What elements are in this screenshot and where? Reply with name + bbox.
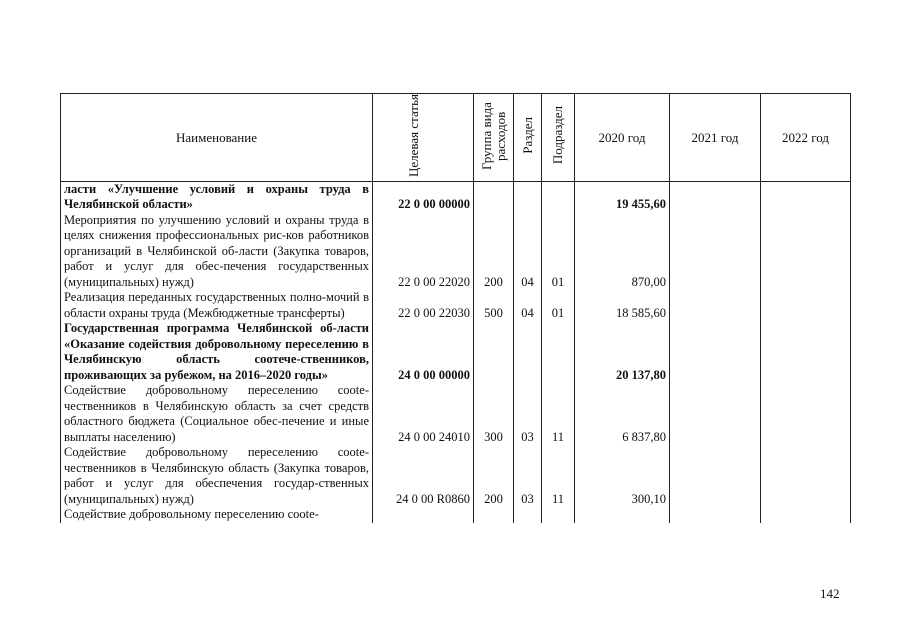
- row-name: Государственная программа Челябинской об-ласти «Оказание содействия добровольному переселению в Челябинскую область соотече-ственников, проживающих за рубежом, на 2016–2020 годы»: [61, 321, 373, 383]
- table-row: [61, 181, 851, 213]
- page-number: 142: [820, 586, 840, 601]
- budget-table: [60, 93, 851, 523]
- row-expense-group: 300: [474, 383, 514, 445]
- row-expense-group: [474, 321, 514, 383]
- row-amount-2021: [670, 213, 761, 291]
- table-row: [61, 290, 851, 321]
- header-section-label: Раздел: [519, 117, 535, 154]
- row-section: [514, 181, 542, 213]
- row-expense-group: 200: [474, 213, 514, 291]
- row-subsection: 11: [542, 383, 575, 445]
- header-expense-group: [474, 94, 514, 182]
- row-section: 04: [514, 290, 542, 321]
- row-amount-2020: 18 585,60: [575, 290, 670, 321]
- row-subsection: [542, 181, 575, 213]
- table-row: [61, 383, 851, 445]
- row-amount-2022: [761, 213, 851, 291]
- row-section: 03: [514, 383, 542, 445]
- table-row: [61, 321, 851, 383]
- row-subsection: 01: [542, 213, 575, 291]
- row-subsection: [542, 321, 575, 383]
- row-expense-group: 200: [474, 445, 514, 507]
- table-body: [61, 181, 851, 523]
- row-section: [514, 321, 542, 383]
- row-name: Реализация переданных государственных полно-мочий в области охраны труда (Межбюджетные трансферты): [61, 290, 373, 321]
- table-header-row: [61, 94, 851, 182]
- row-amount-2021: [670, 290, 761, 321]
- header-2021: 2021 год: [670, 94, 761, 182]
- header-2020: 2020 год: [575, 94, 670, 182]
- row-amount-2020: 6 837,80: [575, 383, 670, 445]
- row-target-article: 24 0 00 R0860: [373, 445, 474, 507]
- row-amount-2022: [761, 507, 851, 523]
- row-target-article: 22 0 00 22020: [373, 213, 474, 291]
- row-amount-2021: [670, 507, 761, 523]
- row-target-article: 22 0 00 00000: [373, 181, 474, 213]
- table-row: [61, 507, 851, 523]
- row-amount-2020: 300,10: [575, 445, 670, 507]
- row-amount-2020: 870,00: [575, 213, 670, 291]
- header-subsection: [542, 94, 575, 182]
- row-section: 04: [514, 213, 542, 291]
- row-amount-2022: [761, 290, 851, 321]
- row-amount-2022: [761, 445, 851, 507]
- row-target-article: 24 0 00 00000: [373, 321, 474, 383]
- row-amount-2022: [761, 181, 851, 213]
- row-target-article: 22 0 00 22030: [373, 290, 474, 321]
- row-amount-2020: [575, 507, 670, 523]
- row-expense-group: [474, 181, 514, 213]
- row-section: [514, 507, 542, 523]
- row-subsection: [542, 507, 575, 523]
- row-expense-group: 500: [474, 290, 514, 321]
- header-section: [514, 94, 542, 182]
- row-name: Мероприятия по улучшению условий и охраны труда в целях снижения профессиональных рис-ков работников организаций в Челябинской об-ласти (Закупка товаров, работ и услуг для обес-печения государственных (муниципальных) нужд): [61, 213, 373, 291]
- row-expense-group: [474, 507, 514, 523]
- header-subsection-label: Подраздел: [550, 106, 565, 165]
- table-row: [61, 213, 851, 291]
- row-target-article: 24 0 00 24010: [373, 383, 474, 445]
- row-name: Содействие добровольному переселению соote-чественников в Челябинскую область (Закупка товаров, работ и услуг для обеспечения государ-ственных (муниципальных) нужд): [61, 445, 373, 507]
- row-amount-2021: [670, 181, 761, 213]
- row-amount-2021: [670, 445, 761, 507]
- row-amount-2021: [670, 383, 761, 445]
- row-amount-2021: [670, 321, 761, 383]
- header-expense-group-label: Группа вида расходов: [478, 101, 508, 170]
- header-target-article: [373, 94, 474, 182]
- header-2022: 2022 год: [761, 94, 851, 182]
- row-target-article: [373, 507, 474, 523]
- header-name: Наименование: [61, 94, 373, 182]
- row-subsection: 01: [542, 290, 575, 321]
- row-name: ласти «Улучшение условий и охраны труда в Челябинской области»: [61, 181, 373, 213]
- table-row: [61, 445, 851, 507]
- row-amount-2022: [761, 383, 851, 445]
- row-amount-2020: 19 455,60: [575, 181, 670, 213]
- row-name: Содействие добровольному переселению соote-: [61, 507, 373, 523]
- header-target-article-label: Целевая статья: [406, 94, 421, 178]
- row-amount-2022: [761, 321, 851, 383]
- row-section: 03: [514, 445, 542, 507]
- row-subsection: 11: [542, 445, 575, 507]
- row-amount-2020: 20 137,80: [575, 321, 670, 383]
- row-name: Содействие добровольному переселению соote-чественников в Челябинскую область за счет средств областного бюджета (Социальное обес-печение и иные выплаты населению): [61, 383, 373, 445]
